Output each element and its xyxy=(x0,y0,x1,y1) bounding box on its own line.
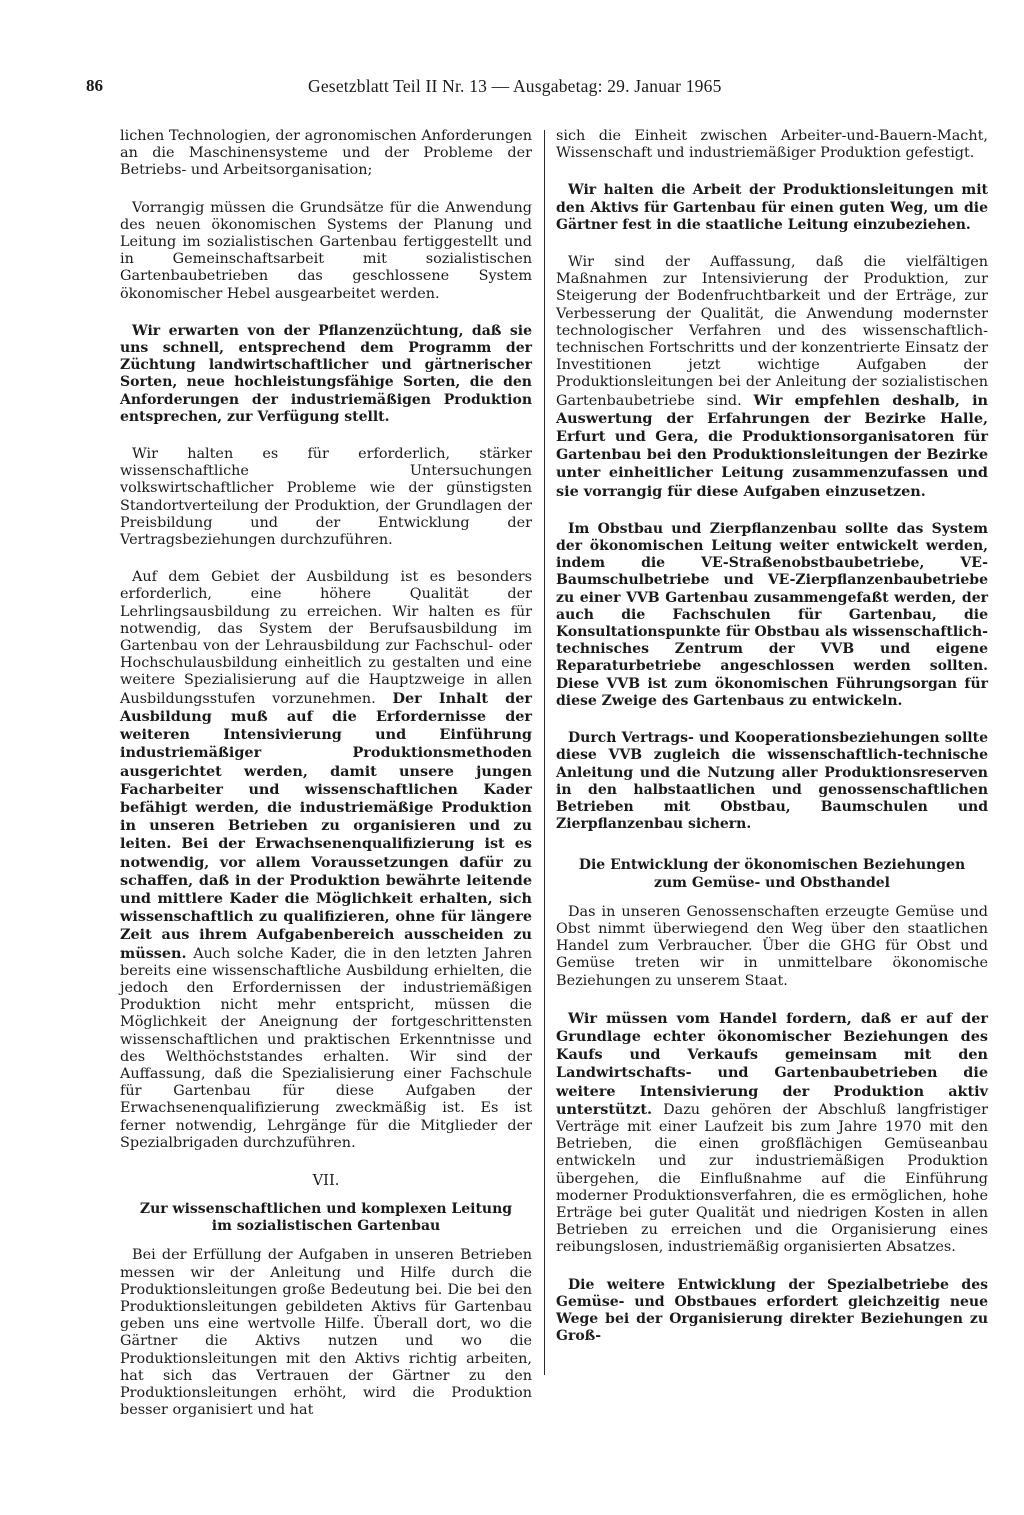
right-column xyxy=(556,128,988,1365)
paragraph-bold-text: Wir empfehlen deshalb, in Auswertung der Erfahrungen der Bezirke Halle, Erfurt und Gera, die Produktionsorganisatoren für Gartenbau bei den Produktionsleitungen der Bezirke unter einheitlicher Leitung zusammenzufassen und sie vorrangig für diese Aufgaben einzusetzen. xyxy=(556,391,989,500)
paragraph-bold: Die weitere Entwicklung der Spezialbetriebe des Gemüse- und Obstbaues erfordert gleichzeitig neue Wege bei der Organisierung direkter Beziehungen zu Groß- xyxy=(556,1276,988,1345)
paragraph-text: Auf dem Gebiet der Ausbildung ist es besonders erforderlich, eine höhere Qualität der Lehrlingsausbildung zu erreichen. Wir halten es für notwendig, das System der Berufsausbildung im Gartenbau von der Lehrausbildung zur Fachschul- oder Hochschulausbildung einheitlich zu gestalten und eine weitere Spezialisierung auf die Hauptzweige in allen Ausbildungsstufen vorzunehmen. xyxy=(120,569,532,707)
section-number: VII. xyxy=(312,1171,340,1189)
paragraph-bold-text: Wir müssen vom Handel fordern, daß er auf der Grundlage echter ökonomischer Beziehungen des Kaufs und Verkaufs gemeinsam mit den Landwirtschafts- und Gartenbaubetrieben die weitere Intensivierung der Produktion aktiv unterstützt. xyxy=(556,1009,988,1118)
paragraph-bold: Wir halten die Arbeit der Produktionsleitungen mit den Aktivs für Gartenbau für einen guten Weg, um die Gärtner fest in die staatliche Leitung einzubeziehen. xyxy=(556,182,988,233)
paragraph: lichen Technologien, der agronomischen Anforderungen an die Maschinensysteme und der Probleme der Betriebs- und Arbeitsorganisation; xyxy=(120,128,532,179)
paragraph-text: Wir sind der Auffassung, daß die vielfältigen Maßnahmen zur Intensivierung der Produktion, zur Steigerung der Bodenfruchtbarkeit und der Erträge, zur Verbesserung der Qualität, die Anwendung modernster technologischer Verfahren und des wissenschaftlich-technischen Fortschritts und der konzentrierte Einsatz der Investitionen jetzt wichtige Aufgaben der Produktionsleitungen bei der Anleitung der sozialistischen Gartenbaubetriebe sind. xyxy=(556,254,988,409)
paragraph xyxy=(120,569,532,1152)
paragraph xyxy=(556,1010,988,1257)
paragraph-bold: Wir erwarten von der Pflanzenzüchtung, daß sie uns schnell, entsprechend dem Programm der Züchtung landwirtschaftlicher und gärtnerischer Sorten, neue hochleistungsfähige Sorten, die den Anforderungen der industriemäßigen Produktion entsprechen, zur Verfügung stellt. xyxy=(120,322,532,425)
paragraph: sich die Einheit zwischen Arbeiter-und-Bauern-Macht, Wissenschaft und industriemäßiger Produktion gefestigt. xyxy=(556,128,988,162)
paragraph-bold-text: Der Inhalt der Ausbildung muß auf die Erfordernisse der weiteren Intensivierung und Einführung industriemäßiger Produktionsmethoden ausgerichtet werden, damit unsere jungen Facharbeiter und wissenschaftlichen Kader befähigt werden, die industriemäßige Produktion in unseren Betrieben zu organisieren und zu leiten. Bei der Erwachsenenqualifizierung ist es notwendig, vor allem Voraussetzungen dafür zu schaffen, daß in der Produktion bewährte leitende und mittlere Kader die Möglichkeit erhalten, sich wissenschaftlich zu qualifizieren, ohne für längere Zeit aus ihrem Aufgabenbereich ausscheiden zu müssen. xyxy=(120,689,532,962)
paragraph xyxy=(556,254,988,501)
paragraph: Das in unseren Genossenschaften erzeugte Gemüse und Obst nimmt überwiegend den Weg über den staatlichen Handel zum Verbraucher. Über die GHG für Obst und Gemüse treten wir in unmittelbare ökonomische Beziehungen zu unserem Staat. xyxy=(556,903,988,989)
header-title: Gesetzblatt Teil II Nr. 13 — Ausgabetag: 29. Januar 1965 xyxy=(308,76,722,96)
column-divider xyxy=(544,130,545,1375)
paragraph-text: Dazu gehören der Abschluß langfristiger Verträge mit einer Laufzeit bis zum Jahre 1970 mit den Betrieben, die einen großflächigen Gemüseanbau entwickeln und zur industriemäßigen Produktion übergehen, die Einflußnahme auf die Einführung moderner Produktionsverfahren, die es ermöglichen, hohe Erträge bei guter Qualität und niedrigen Kosten in allen Betrieben zu erreichen und die Organisierung eines reibungslosen, industriemäßig organisierten Absatzes. xyxy=(556,1101,988,1256)
paragraph: Vorrangig müssen die Grundsätze für die Anwendung des neuen ökonomischen Systems der Planung und Leitung im sozialistischen Gartenbau fertiggestellt und in Gemeinschaftsarbeit mit sozialistischen Gartenbaubetrieben das geschlossene System ökonomischer Hebel ausgearbeitet werden. xyxy=(120,199,532,302)
paragraph: Wir halten es für erforderlich, stärker wissenschaftliche Untersuchungen volkswirtschaftlicher Probleme wie der günstigsten Standortverteilung der Produktion, der Grundlagen der Preisbildung und der Entwicklung der Vertragsbeziehungen durchzuführen. xyxy=(120,446,532,549)
page-number: 86 xyxy=(86,76,103,95)
section-heading-line: im sozialistischen Gartenbau xyxy=(211,1218,441,1235)
paragraph-bold: Durch Vertrags- und Kooperationsbeziehungen sollte diese VVB zugleich die wissenschaftlich-technische Anleitung und die Nutzung aller Produktionsreserven in den halbstaatlichen und genossenschaftlichen Betrieben mit Obstbau, Baumschulen und Zierpflanzenbau sichern. xyxy=(556,730,988,833)
section-heading-line: zum Gemüse- und Obsthandel xyxy=(654,874,890,891)
paragraph-bold: Im Obstbau und Zierpflanzenbau sollte das System der ökonomischen Leitung weiter entwickelt werden, indem die VE-Straßenobstbaubetriebe, VE-Baumschulbetriebe und VE-Zierpflanzenbaubetriebe zu einer VVB Gartenbau zusammengefaßt werden, der auch die Fachschulen für Gartenbau, die Konsultationspunkte für Obstbau als wissenschaftlich-technisches Zentrum der VVB und eigene Reparaturbetriebe angeschlossen werden sollten. Diese VVB ist zum ökonomischen Führungsorgan für diese Zweige des Gartenbaus zu entwickeln. xyxy=(556,520,988,709)
section-heading xyxy=(556,857,988,891)
section-heading xyxy=(120,1201,532,1235)
paragraph-text: Auch solche Kader, die in den letzten Jahren bereits eine wissenschaftliche Ausbildung erhielten, die jedoch den Erfordernissen der industriemäßigen Produktion nicht mehr entspricht, müssen die Möglichkeit der Aneignung der fortgeschrittensten wissenschaftlichen und praktischen Erkenntnisse und des Welthöchststandes erhalten. Wir sind der Auffassung, daß die Spezialisierung einer Fachschule für Gartenbau für diese Aufgaben der Erwachsenenqualifizierung zweckmäßig ist. Es ist ferner notwendig, Lehrgänge für die Mitglieder der Spezialbrigaden durchzuführen. xyxy=(120,945,532,1151)
paragraph: Bei der Erfüllung der Aufgaben in unseren Betrieben messen wir der Anleitung und Hilfe durch die Produktionsleitungen große Bedeutung bei. Die bei den Produktionsleitungen gebildeten Aktivs für Gartenbau geben uns eine wertvolle Hilfe. Überall dort, wo die Gärtner die Aktivs nutzen und wo die Produktionsleitungen mit den Aktivs richtig arbeiten, hat sich das Vertrauen der Gärtner zu den Produktionsleitungen erhöht, wird die Produktion besser organisiert und hat xyxy=(120,1247,532,1419)
section-heading-line: Die Entwicklung der ökonomischen Beziehungen xyxy=(578,857,966,874)
left-column xyxy=(120,128,532,1439)
page-header xyxy=(86,76,966,102)
section-heading-line: Zur wissenschaftlichen und komplexen Leitung xyxy=(139,1200,513,1217)
